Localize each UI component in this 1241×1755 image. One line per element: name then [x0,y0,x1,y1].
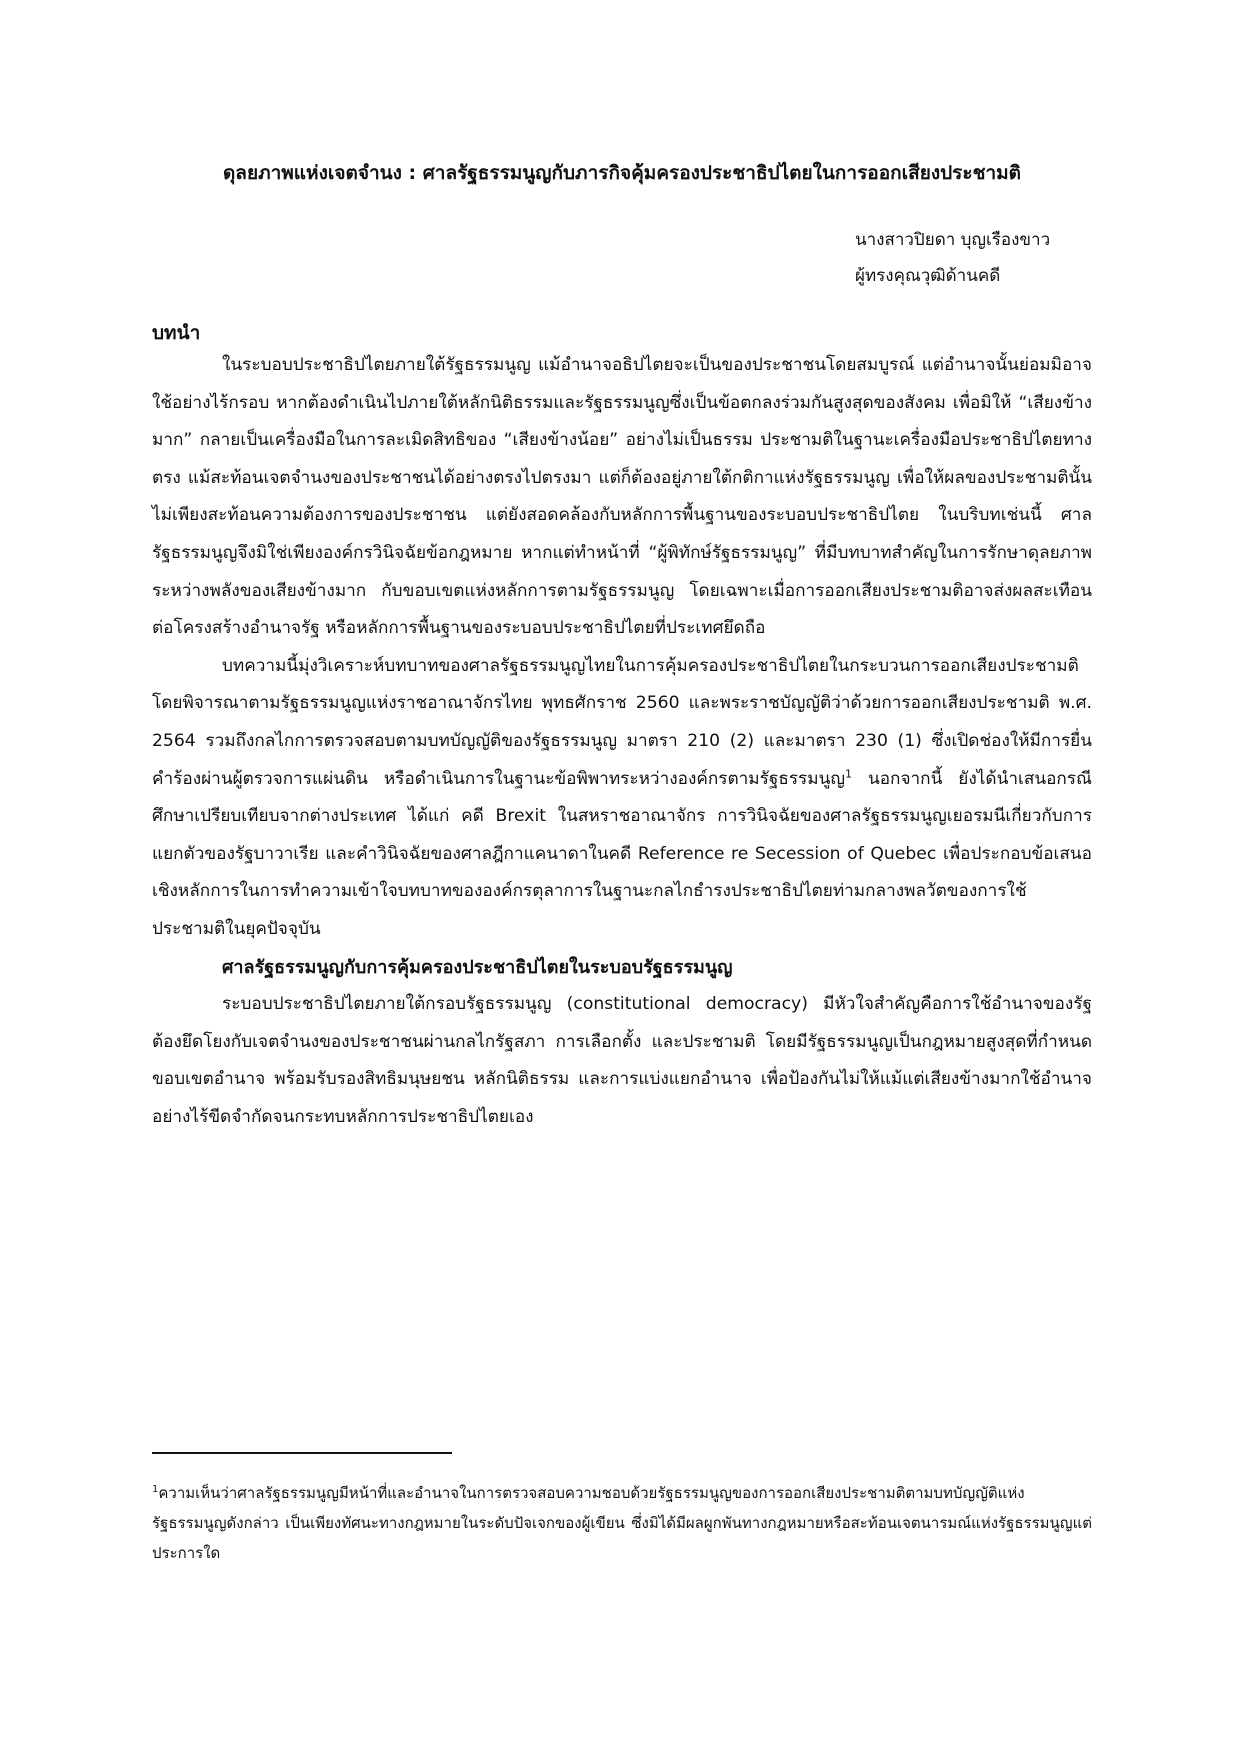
document-title: ดุลยภาพแห่งเจตจำนง : ศาลรัฐธรรมนูญกับภารกิจคุ้มครองประชาธิปไตยในการออกเสียงประชามติ [222,162,1022,184]
footnote-reference[interactable]: 1 [845,766,853,780]
paragraph-1: ในระบอบประชาธิปไตยภายใต้รัฐธรรมนูญ แม้อำนาจอธิปไตยจะเป็นของประชาชนโดยสมบูรณ์ แต่อำนาจนั้นย่อมมิอาจใช้อย่างไร้กรอบ หากต้องดำเนินไปภายใต้หลักนิติธรรมและรัฐธรรมนูญซึ่งเป็นข้อตกลงร่วมกันสูงสุดของสังคม เพื่อมิให้ “เสียงข้างมาก” กลายเป็นเครื่องมือในการละเมิดสิทธิของ “เสียงข้างน้อย” อย่างไม่เป็นธรรม ประชามติในฐานะเครื่องมือประชาธิปไตยทางตรง แม้สะท้อนเจตจำนงของประชาชนได้อย่างตรงไปตรงมา แต่ก็ต้องอยู่ภายใต้กติกาแห่งรัฐธรรมนูญ เพื่อให้ผลของประชามตินั้นไม่เพียงสะท้อนความต้องการของประชาชน แต่ยังสอดคล้องกับหลักการพื้นฐานของระบอบประชาธิปไตย ในบริบทเช่นนี้ ศาลรัฐธรรมนูญจึงมิใช่เพียงองค์กรวินิจฉัยข้อกฎหมาย หากแต่ทำหน้าที่ “ผู้พิทักษ์รัฐธรรมนูญ” ที่มีบทบาทสำคัญในการรักษาดุลยภาพระหว่างพลังของเสียงข้างมาก กับขอบเขตแห่งหลักการตามรัฐธรรมนูญ โดยเฉพาะเมื่อการออกเสียงประชามติอาจส่งผลสะเทือนต่อโครงสร้างอำนาจรัฐ หรือหลักการพื้นฐานของระบอบประชาธิปไตยที่ประเทศยึดถือ [152,355,1092,639]
author-position: ผู้ทรงคุณวุฒิด้านคดี [855,266,1001,286]
footnote-text: ความเห็นว่าศาลรัฐธรรมนูญมีหน้าที่และอำนาจในการตรวจสอบความชอบด้วยรัฐธรรมนูญของการออกเสียงประชามติตามบทบัญญัติแห่งรัฐธรรมนูญดังกล่าว เป็นเพียงทัศนะทางกฎหมายในระดับปัจเจกของผู้เขียน ซึ่งมิได้มีผลผูกพันทางกฎหมายหรือสะท้อนเจตนารมณ์แห่งรัฐธรรมนูญแต่ประการใด [152,1484,1092,1562]
paragraph-2 [152,648,1092,949]
footnote-number: 1 [152,1484,159,1495]
intro-heading: บทนำ [152,322,201,344]
section-heading: ศาลรัฐธรรมนูญกับการคุ้มครองประชาธิปไตยในระบอบรัฐธรรมนูญ [222,956,733,978]
paragraph-2-part-1: บทความนี้มุ่งวิเคราะห์บทบาทของศาลรัฐธรรมนูญไทยในการคุ้มครองประชาธิปไตยในกระบวนการออกเสียงประชามติ โดยพิจารณาตามรัฐธรรมนูญแห่งราชอาณาจักรไทย พุทธศักราช 2560 และพระราชบัญญัติว่าด้วยการออกเสียงประชามติ พ.ศ. 2564 รวมถึงกลไกการตรวจสอบตามบทบัญญัติของรัฐธรรมนูญ มาตรา 210 (2) และมาตรา 230 (1) ซึ่งเปิดช่องให้มีการยื่นคำร้องผ่านผู้ตรวจการแผ่นดิน หรือดำเนินการในฐานะข้อพิพาทระหว่างองค์กรตามรัฐธรรมนูญ [152,655,1092,789]
paragraph-3: ระบอบประชาธิปไตยภายใต้กรอบรัฐธรรมนูญ (constitutional democracy) มีหัวใจสำคัญคือการใช้อำนาจของรัฐต้องยึดโยงกับเจตจำนงของประชาชนผ่านกลไกรัฐสภา การเลือกตั้ง และประชามติ โดยมีรัฐธรรมนูญเป็นกฎหมายสูงสุดที่กำหนดขอบเขตอำนาจ พร้อมรับรองสิทธิมนุษยชน หลักนิติธรรม และการแบ่งแยกอำนาจ เพื่อป้องกันไม่ให้แม้แต่เสียงข้างมากใช้อำนาจอย่างไร้ขีดจำกัดจนกระทบหลักการประชาธิปไตยเอง [152,994,1092,1127]
footnote-divider [152,1452,452,1454]
author-name: นางสาวปิยดา บุญเรืองขาว [855,230,1051,250]
body-text [152,347,1092,1136]
author-block [855,222,1115,294]
paragraph-2-part-2: นอกจากนี้ ยังได้นำเสนอกรณีศึกษาเปรียบเทียบจากต่างประเทศ ได้แก่ คดี Brexit ในสหราชอาณาจักร การวินิจฉัยของศาลรัฐธรรมนูญเยอรมนีเกี่ยวกับการแยกตัวของรัฐบาวาเรีย และคำวินิจฉัยของศาลฎีกาแคนาดาในคดี Reference re Secession of Quebec เพื่อประกอบข้อเสนอเชิงหลักการในการทำความเข้าใจบทบาทขององค์กรตุลาการในฐานะกลไกธำรงประชาธิปไตยท่ามกลางพลวัตของการใช้ประชามติในยุคปัจจุบัน [152,768,1092,939]
footnote [152,1478,1092,1568]
